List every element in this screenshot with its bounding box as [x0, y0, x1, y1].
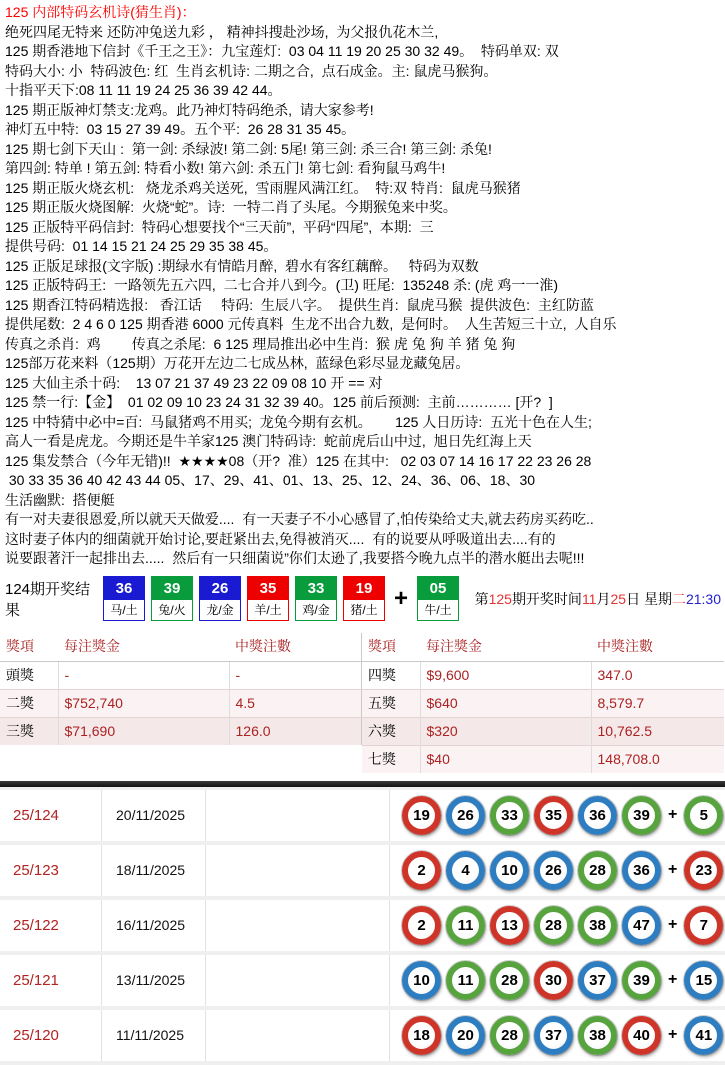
- prize-table-left: [0, 633, 362, 745]
- lottery-ball: 39: [622, 796, 661, 835]
- lottery-ball: 19: [402, 796, 441, 835]
- zodiac-element-label: 马/土: [104, 600, 144, 620]
- lottery-ball: 37: [578, 961, 617, 1000]
- draw-date: 18/11/2025: [102, 845, 206, 896]
- prize-amount: $40: [420, 745, 591, 773]
- winning-units: 4.5: [229, 689, 362, 717]
- lottery-ball: 13: [490, 906, 529, 945]
- plus-sign: +: [668, 861, 678, 878]
- current-draw-strip: [0, 571, 725, 627]
- lottery-ball: 28: [534, 906, 573, 945]
- empty-cell: [206, 900, 390, 951]
- prediction-line: 提供号码: 01 14 15 21 24 25 29 35 38 45。: [5, 238, 278, 254]
- next-draw-segment: 第: [474, 590, 489, 607]
- next-draw-segment: 21:30: [685, 590, 721, 607]
- lottery-ball: 2: [402, 851, 441, 890]
- lottery-ball: 10: [490, 851, 529, 890]
- prize-row: [362, 745, 724, 773]
- history-row: [0, 845, 725, 900]
- winning-units: 347.0: [591, 661, 724, 689]
- prize-header-cell: 獎項: [362, 633, 420, 662]
- ball-number: 19: [344, 577, 384, 600]
- next-draw-segment: 25: [610, 590, 627, 607]
- empty-cell: [206, 790, 390, 841]
- prize-table-header: [0, 633, 362, 662]
- draw-period: 25/123: [0, 845, 102, 896]
- bonus-ball: 41: [684, 1016, 723, 1055]
- prediction-line: 提供尾数: 2 4 6 0 125 期香港 6000 元传真料 生龙不出合九数, 是何时。 人生苦短三十立, 人自乐: [5, 316, 617, 332]
- plus-sign: +: [668, 916, 678, 933]
- history-row: [0, 1010, 725, 1065]
- lottery-ball: 11: [446, 961, 485, 1000]
- lottery-ball: 2: [402, 906, 441, 945]
- prediction-line: 神灯五中特: 03 15 27 39 49。五个平: 26 28 31 35 45。: [5, 121, 356, 137]
- drawn-numbers-group: [103, 576, 459, 621]
- lottery-ball: 28: [490, 1016, 529, 1055]
- prediction-line: 第四剑: 特单 ! 第五剑: 特看小数! 第六剑: 杀五门! 第七剑: 看狗鼠马鸡牛!: [5, 160, 446, 176]
- drawn-number-box: [199, 576, 241, 621]
- draw-balls: [390, 961, 723, 1000]
- prediction-line: 125 中特猜中必中=百: 马鼠猪鸡不用买; 龙兔今期有玄机。 125 人日历诗: 五光十色在人生;: [5, 413, 592, 430]
- prediction-line: 30 33 35 36 40 42 43 44 05、17、29、41、01、13、25、12、24、36、06、18、30: [5, 472, 536, 488]
- prize-amount: $320: [420, 717, 591, 745]
- prize-header-cell: 每注獎金: [58, 633, 229, 662]
- lottery-ball: 11: [446, 906, 485, 945]
- winning-units: -: [229, 661, 362, 689]
- draw-balls: [390, 1016, 723, 1055]
- ball-number: 26: [200, 577, 240, 600]
- prediction-line: 125 期正版神灯禁支:龙鸡。此乃神灯特码绝杀, 请大家参考!: [5, 101, 374, 118]
- empty-cell: [206, 955, 390, 1006]
- prize-table-header: [362, 633, 724, 662]
- zodiac-element-label: 猪/土: [344, 600, 384, 620]
- prediction-line: 十指平天下:08 11 11 19 24 25 36 39 42 44。: [5, 82, 282, 98]
- zodiac-element-label: 兔/火: [152, 600, 192, 620]
- lottery-ball: 28: [490, 961, 529, 1000]
- history-row: [0, 790, 725, 845]
- prediction-line: 125 集发禁合（今年无错)!! ★★★★08（开? 准）125 在其中: 02 03 07 14 16 17 22 23 26 28: [5, 452, 592, 469]
- special-number-box: [417, 576, 459, 621]
- prize-tier-label: 頭獎: [0, 661, 58, 689]
- lottery-ball: 37: [534, 1016, 573, 1055]
- prize-row: [362, 661, 724, 689]
- prediction-line: 125 期七剑下天山 : 第一剑: 杀绿波! 第二剑: 5尾! 第三剑: 杀三合! 第三剑: 杀兔!: [5, 140, 492, 157]
- current-draw-label: 124期开奖结果: [5, 580, 91, 619]
- prediction-line: 125 正版特平码信封: 特码心想要找个“三天前”, 平码“四尾”, 本期: 三: [5, 218, 434, 235]
- prize-amount: $752,740: [58, 689, 229, 717]
- lottery-ball: 33: [490, 796, 529, 835]
- lottery-ball: 20: [446, 1016, 485, 1055]
- lottery-ball: 28: [578, 851, 617, 890]
- plus-sign: +: [668, 1026, 678, 1043]
- zodiac-element-label: 龙/金: [200, 600, 240, 620]
- history-row: [0, 955, 725, 1010]
- prize-tables-area: [0, 633, 725, 773]
- lottery-ball: 10: [402, 961, 441, 1000]
- prediction-line: 125 期香江特码精选报: 香江话 特码: 生辰八字。 提供生肖: 鼠虎马猴 提供波色: 主红防蓝: [5, 296, 594, 313]
- prediction-line: 125 禁一行:【金】 01 02 09 10 23 24 31 32 39 40。125 前后预测: 主前………… [开? ]: [5, 394, 553, 410]
- next-draw-segment: 期开奖时间: [511, 590, 582, 607]
- prize-header-cell: 每注獎金: [420, 633, 591, 662]
- draw-period: 25/121: [0, 955, 102, 1006]
- prize-row: [362, 717, 724, 745]
- section-title: 125 内部特码玄机诗(猜生肖)：: [5, 4, 196, 20]
- history-row: [0, 900, 725, 955]
- winning-units: 126.0: [229, 717, 362, 745]
- prize-header-cell: 中獎注數: [229, 633, 362, 662]
- lottery-ball: 26: [446, 796, 485, 835]
- lottery-ball: 35: [534, 796, 573, 835]
- empty-cell: [206, 1010, 390, 1061]
- draw-date: 20/11/2025: [102, 790, 206, 841]
- prize-tier-label: 七獎: [362, 745, 420, 773]
- prediction-line: 传真之杀肖: 鸡 传真之杀尾: 6 125 理局推出必中生肖: 猴 虎 兔 狗 羊 猪 兔 狗: [5, 335, 516, 352]
- ball-number: 05: [418, 577, 458, 600]
- prediction-line: 生活幽默: 搭便艇: [5, 491, 115, 508]
- prediction-line: 125 期正版火烧玄机: 烧龙杀鸡关送死, 雪雨腥风满江红。 特:双 特肖: 鼠虎马猴猪: [5, 179, 521, 196]
- next-draw-segment: 11: [581, 590, 597, 607]
- prize-row: [0, 689, 362, 717]
- prize-row: [0, 717, 362, 745]
- ball-number: 33: [296, 577, 336, 600]
- empty-cell: [206, 845, 390, 896]
- lottery-ball: 30: [534, 961, 573, 1000]
- next-draw-info: [475, 589, 723, 609]
- ball-number: 36: [104, 577, 144, 600]
- prize-row: [0, 661, 362, 689]
- drawn-number-box: [247, 576, 289, 621]
- prize-amount: $9,600: [420, 661, 591, 689]
- lottery-ball: 26: [534, 851, 573, 890]
- prize-tier-label: 四獎: [362, 661, 420, 689]
- prize-amount: $640: [420, 689, 591, 717]
- next-draw-segment: 月: [596, 590, 611, 607]
- drawn-number-box: [295, 576, 337, 621]
- lottery-ball: 39: [622, 961, 661, 1000]
- plus-sign: +: [668, 971, 678, 988]
- history-table: [0, 790, 725, 1065]
- bonus-ball: 15: [684, 961, 723, 1000]
- prediction-line: 高人一看是虎龙。今期还是牛羊家125 澳门特码诗: 蛇前虎后山中过, 旭日先红海上天: [5, 433, 532, 449]
- prediction-line: 有一对夫妻很恩爱,所以就天天做爱.... 有一天妻子不小心感冒了,怕传染给丈夫,就去药房买药吃..: [5, 511, 594, 527]
- prediction-line: 125 期正版火烧图解: 火烧“蛇”。诗: 一特二肖了头尾。今期猴兔来中奖。: [5, 199, 457, 215]
- winning-units: 148,708.0: [591, 745, 724, 773]
- zodiac-element-label: 鸡/金: [296, 600, 336, 620]
- draw-balls: [390, 851, 723, 890]
- draw-balls: [390, 906, 723, 945]
- zodiac-element-label: 牛/土: [418, 600, 458, 620]
- prize-amount: $71,690: [58, 717, 229, 745]
- prize-row: [362, 689, 724, 717]
- next-draw-segment: 二: [671, 590, 686, 607]
- prize-tier-label: 三獎: [0, 717, 58, 745]
- plus-sign: +: [668, 806, 678, 823]
- prediction-line: 特码大小: 小 特码波色: 红 生肖玄机诗: 二期之合, 点石成金。主: 鼠虎马猴狗。: [5, 62, 498, 79]
- prize-tier-label: 六獎: [362, 717, 420, 745]
- prize-amount: -: [58, 661, 229, 689]
- lottery-ball: 38: [578, 1016, 617, 1055]
- next-draw-segment: 125: [488, 590, 512, 607]
- prediction-line: 这时妻子体内的细菌就开始讨论,要赶紧出去,免得被消灭.... 有的说要从呼吸道出去....有的: [5, 530, 556, 547]
- lottery-ball: 18: [402, 1016, 441, 1055]
- prize-header-cell: 獎項: [0, 633, 58, 662]
- ball-number: 35: [248, 577, 288, 600]
- winning-units: 10,762.5: [591, 717, 724, 745]
- draw-date: 13/11/2025: [102, 955, 206, 1006]
- drawn-number-box: [343, 576, 385, 621]
- plus-sign: +: [394, 584, 409, 612]
- prediction-line: 绝死四尾无特来 还防冲兔送九彩 ， 精神抖搜赴沙场, 为父报仇花木兰,: [5, 23, 439, 40]
- bonus-ball: 5: [684, 796, 723, 835]
- prediction-line: 125部万花来料（125期）万花开左边二七成丛林, 蓝绿色彩尽显龙藏兔居。: [5, 355, 470, 371]
- lottery-ball: 4: [446, 851, 485, 890]
- draw-period: 25/122: [0, 900, 102, 951]
- prediction-line: 125 期香港地下信封《千王之王》：九宝莲灯: 03 04 11 19 20 25 30 32 49。 特码单双: 双: [5, 43, 559, 59]
- draw-date: 11/11/2025: [102, 1010, 206, 1061]
- lottery-ball: 36: [622, 851, 661, 890]
- ball-number: 39: [152, 577, 192, 600]
- bonus-ball: 7: [684, 906, 723, 945]
- prize-table-right: [362, 633, 724, 773]
- lottery-ball: 40: [622, 1016, 661, 1055]
- lottery-ball: 47: [622, 906, 661, 945]
- draw-period: 25/124: [0, 790, 102, 841]
- prediction-line: 125 大仙主杀十码: 13 07 21 37 49 23 22 09 08 10 开 == 对: [5, 374, 383, 391]
- bonus-ball: 23: [684, 851, 723, 890]
- lottery-ball: 36: [578, 796, 617, 835]
- prediction-line: 125 正版足球报(文字版) :期绿水有情皓月醉, 碧水有客红藕醉。 特码为双数: [5, 257, 479, 274]
- draw-balls: [390, 796, 723, 835]
- winning-units: 8,579.7: [591, 689, 724, 717]
- drawn-number-box: [103, 576, 145, 621]
- prediction-line: 说要跟著汗一起排出去..... 然后有一只细菌说”你们太逊了,我要搭今晚九点半的潜水艇出去呢!!!: [5, 550, 585, 566]
- prize-tier-label: 五獎: [362, 689, 420, 717]
- zodiac-element-label: 羊/土: [248, 600, 288, 620]
- prediction-line: 125 正版特码王: 一路领先五六四, 二七合并八到今。(卫) 旺尾: 135248 杀: (虎 鸡一一淮): [5, 277, 559, 293]
- draw-period: 25/120: [0, 1010, 102, 1061]
- prize-tier-label: 二獎: [0, 689, 58, 717]
- lottery-ball: 38: [578, 906, 617, 945]
- next-draw-segment: 日 星期: [626, 590, 672, 607]
- draw-date: 16/11/2025: [102, 900, 206, 951]
- drawn-number-box: [151, 576, 193, 621]
- prize-header-cell: 中獎注數: [591, 633, 724, 662]
